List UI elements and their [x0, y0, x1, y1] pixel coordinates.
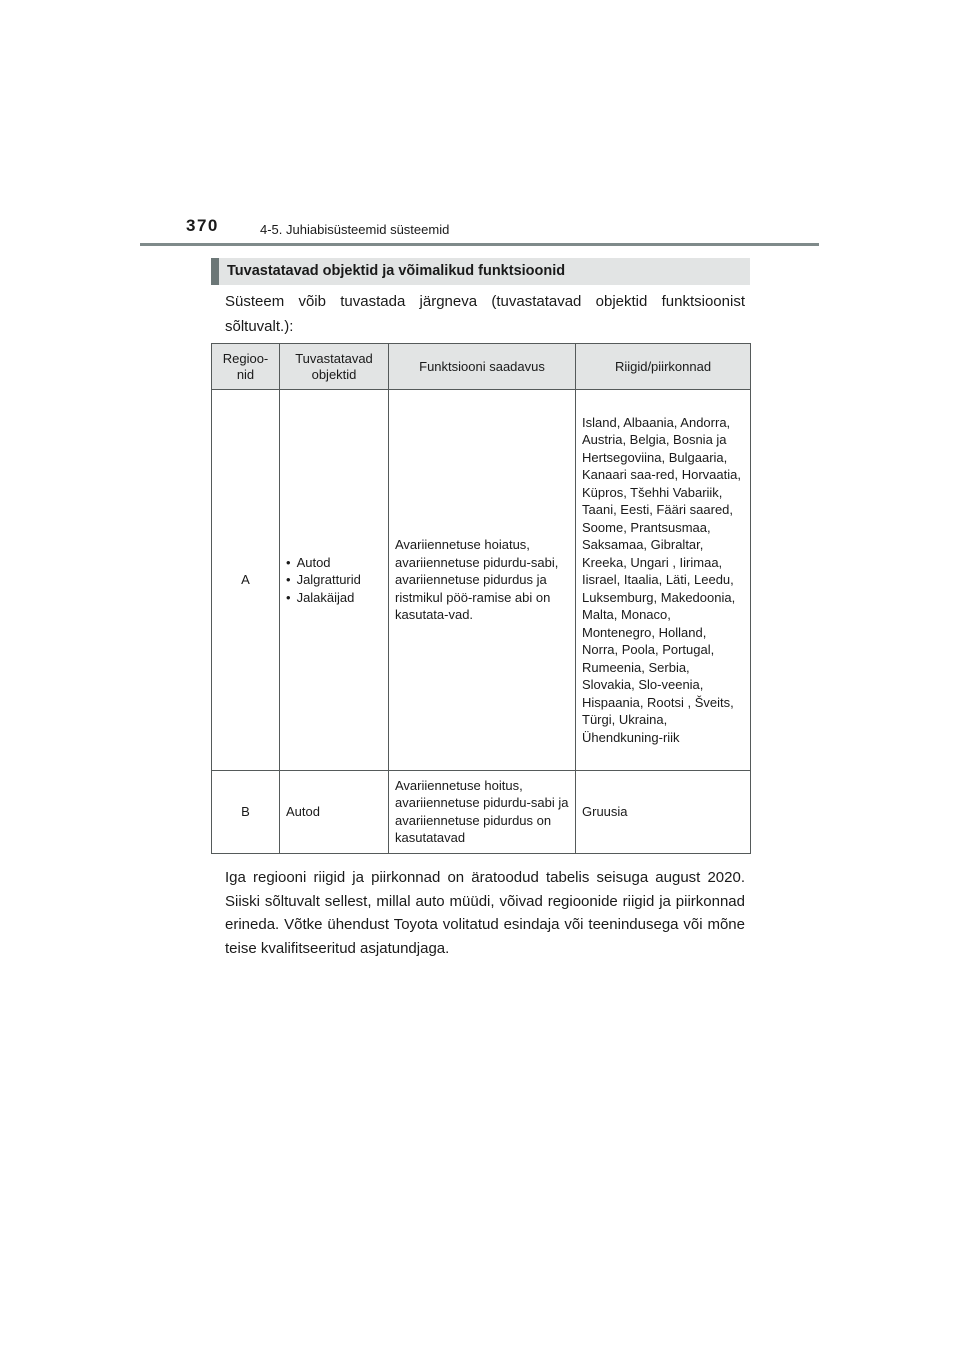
list-item: • Autod — [286, 554, 382, 571]
header-regions-label: Regioo- nid — [222, 350, 269, 382]
header-regions — [212, 344, 280, 390]
header-objects-label: Tuvastatavad objektid — [295, 350, 373, 382]
objects-a — [280, 390, 389, 771]
page-header — [0, 0, 960, 250]
subheading: Tuvastatavad objektid ja võimalikud funktsioonid — [211, 258, 750, 285]
section-title: 4-5. Juhiabisüsteemid süsteemid — [260, 222, 450, 237]
objects-list — [286, 554, 382, 606]
region-table — [211, 343, 751, 854]
region-b: B — [212, 771, 280, 854]
header-availability — [389, 344, 576, 390]
region-a: A — [212, 390, 280, 771]
note-paragraph: Iga regiooni riigid ja piirkonnad on äratoodud tabelis seisuga august 2020. Siiski sõltuvalt sellest, millal auto müüdi, võivad regioonide riigid ja piirkonnad erineda. Võtke ühendust Toyota volitatud esindaja või teenindusega või mõne teise kvalifitseeritud asjatundjaga. — [225, 869, 745, 957]
availability-b: Avariiennetuse hoitus, avariiennetuse pidurdu-sabi ja avariiennetuse pidurdus on kasutatavad — [389, 771, 576, 854]
countries-b: Gruusia — [576, 771, 751, 854]
header-availability-label: Funktsiooni saadavus — [419, 358, 545, 374]
page-number: 370 — [186, 216, 219, 235]
header-objects — [280, 344, 389, 390]
table-row — [212, 771, 751, 854]
list-item: • Jalakäijad — [286, 589, 382, 606]
header-countries-label: Riigid/piirkonnad — [614, 358, 712, 374]
intro-paragraph: Süsteem võib tuvastada järgneva (tuvastatavad objektid funktsioonist sõltuvalt.): — [225, 293, 745, 335]
objects-b: Autod — [280, 771, 389, 854]
header-rule — [140, 243, 819, 246]
table-row — [212, 390, 751, 771]
availability-a: Avariiennetuse hoiatus, avariiennetuse pidurdu-sabi, avariiennetuse pidurdus ja ristmikul pöö-ramise abi on kasutata-vad. — [389, 390, 576, 771]
list-item: • Jalgratturid — [286, 571, 382, 588]
table-header-row — [212, 344, 751, 390]
header-countries — [576, 344, 751, 390]
countries-a: Island, Albaania, Andorra, Austria, Belgia, Bosnia ja Hertsegoviina, Bulgaaria, Kanaari saa-red, Horvaatia, Küpros, Tšehhi Vabariik, Taani, Eesti, Fääri saared, Soome, Prantsusmaa, Saksamaa, Gibraltar, Kreeka, Ungari , Iirimaa, Iisrael, Itaalia, Läti, Leedu, Luksemburg, Makedoonia, Malta, Monaco, Montenegro, Holland, Norra, Poola, Portugal, Rumeenia, Serbia, Slovakia, Slo-veenia, Hispaania, Rootsi , Šveits, Türgi, Ukraina, Ühendkuning-riik — [576, 390, 751, 771]
